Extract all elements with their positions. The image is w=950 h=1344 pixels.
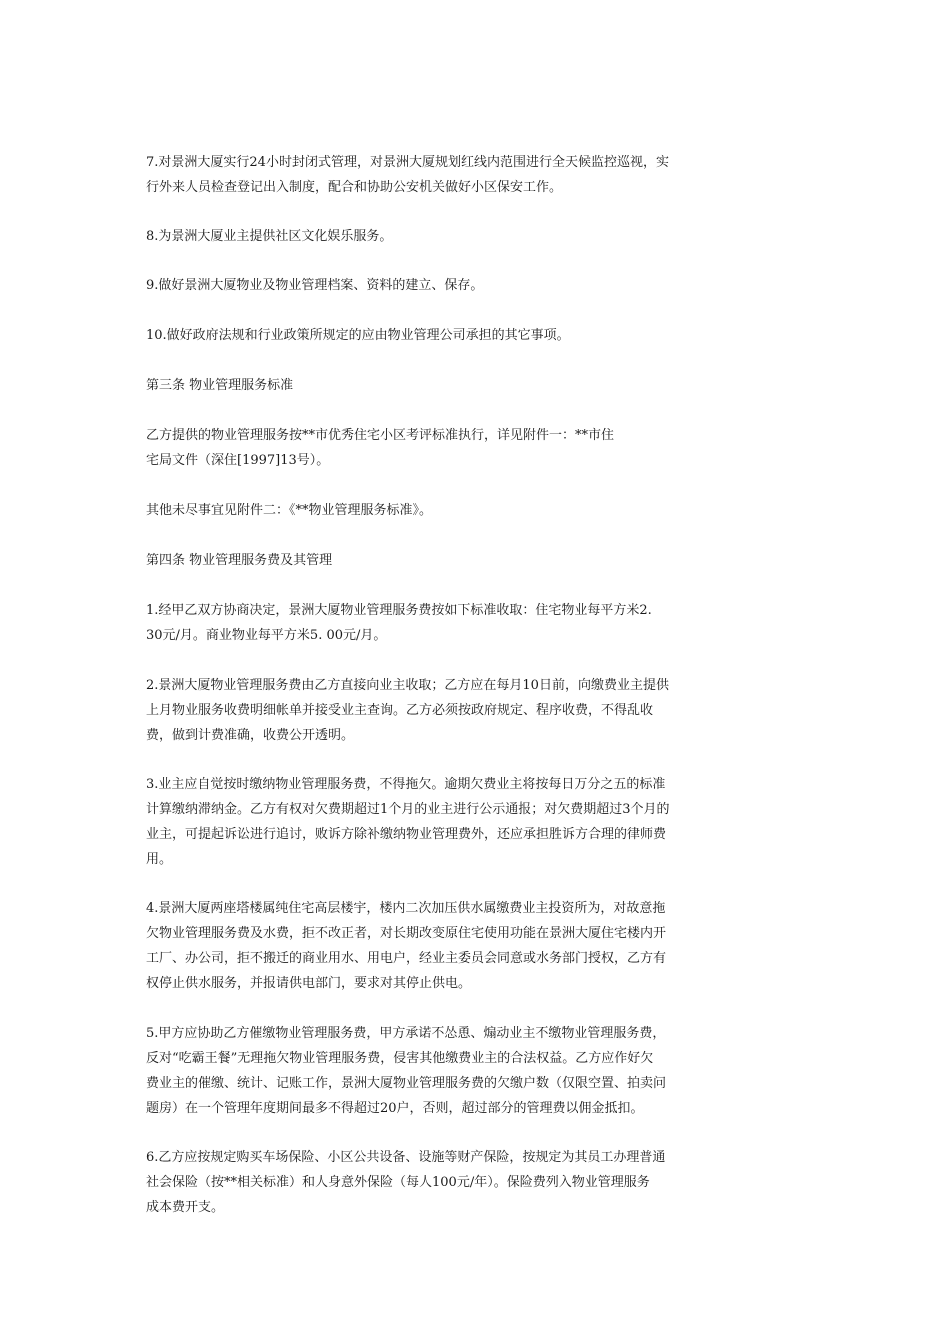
other-matters: 其他未尽事宜见附件二：《**物业管理服务标准》。 [146,503,433,518]
fee-4-line-1: 4.景洲大厦两座塔楼属纯住宅高层楼宇，楼内二次加压供水属缴费业主投资所为，对故意拖 [146,901,666,916]
fee-4-line-3: 工厂、办公司，拒不搬迁的商业用水、用电户，经业主委员会同意或水务部门授权，乙方有 [146,951,667,966]
fee-6-line-2: 社会保险（按**相关标准）和人身意外保险（每人100元/年）。保险费列入物业管理服务 [146,1175,650,1190]
fee-5-line-1: 5.甲方应协助乙方催缴物业管理服务费，甲方承诺不怂恿、煽动业主不缴物业管理服务费， [146,1026,666,1041]
fee-5-line-3: 费业主的催缴、统计、记账工作，景洲大厦物业管理服务费的欠缴户数（仅限空置、拍卖问 [146,1076,667,1091]
fee-3-line-2: 计算缴纳滞纳金。乙方有权对欠费期超过1个月的业主进行公示通报；对欠费期超过3个月的 [146,802,670,817]
clause-7-line-2: 行外来人员检查登记出入制度，配合和协助公安机关做好小区保安工作。 [146,180,563,195]
fee-3-line-1: 3.业主应自觉按时缴纳物业管理服务费，不得拖欠。逾期欠费业主将按每日万分之五的标准 [146,777,666,792]
standard-line-1: 乙方提供的物业管理服务按**市优秀住宅小区考评标准执行，详见附件一：**市住 [146,428,615,443]
fee-1-line-1: 1.经甲乙双方协商决定，景洲大厦物业管理服务费按如下标准收取：住宅物业每平方米2. [146,603,652,618]
fee-2-line-2: 上月物业服务收费明细帐单并接受业主查询。乙方必须按政府规定、程序收费，不得乱收 [146,703,654,718]
standard-line-2: 宅局文件（深住[1997]13号）。 [146,453,330,468]
fee-3-line-3: 业主，可提起诉讼进行追讨，败诉方除补缴纳物业管理费外，还应承担胜诉方合理的律师费 [146,827,667,842]
article-4-heading: 第四条 物业管理服务费及其管理 [146,553,333,568]
clause-8: 8.为景洲大厦业主提供社区文化娱乐服务。 [146,229,393,244]
fee-4-line-4: 权停止供水服务，并报请供电部门，要求对其停止供电。 [146,976,472,991]
fee-6-line-3: 成本费开支。 [146,1200,225,1215]
clause-10: 10.做好政府法规和行业政策所规定的应由物业管理公司承担的其它事项。 [146,328,570,343]
fee-2-line-1: 2.景洲大厦物业管理服务费由乙方直接向业主收取；乙方应在每月10日前，向缴费业主提供 [146,678,669,693]
clause-9: 9.做好景洲大厦物业及物业管理档案、资料的建立、保存。 [146,278,484,293]
fee-4-line-2: 欠物业管理服务费及水费，拒不改正者，对长期改变原住宅使用功能在景洲大厦住宅楼内开 [146,926,667,941]
fee-1-line-2: 30元/月。商业物业每平方米5. 00元/月。 [146,628,387,643]
fee-2-line-3: 费，做到计费准确，收费公开透明。 [146,728,355,743]
fee-6-line-1: 6.乙方应按规定购买车场保险、小区公共设备、设施等财产保险，按规定为其员工办理普通 [146,1150,666,1165]
fee-5-line-2: 反对“吃霸王餐”无理拖欠物业管理服务费，侵害其他缴费业主的合法权益。乙方应作好欠 [146,1051,654,1066]
clause-7-line-1: 7.对景洲大厦实行24小时封闭式管理，对景洲大厦规划红线内范围进行全天候监控巡视，实 [146,155,669,170]
article-3-heading: 第三条 物业管理服务标准 [146,378,294,393]
fee-3-line-4: 用。 [146,852,173,867]
fee-5-line-4: 题房）在一个管理年度期间最多不得超过20户，否则，超过部分的管理费以佣金抵扣。 [146,1101,644,1116]
